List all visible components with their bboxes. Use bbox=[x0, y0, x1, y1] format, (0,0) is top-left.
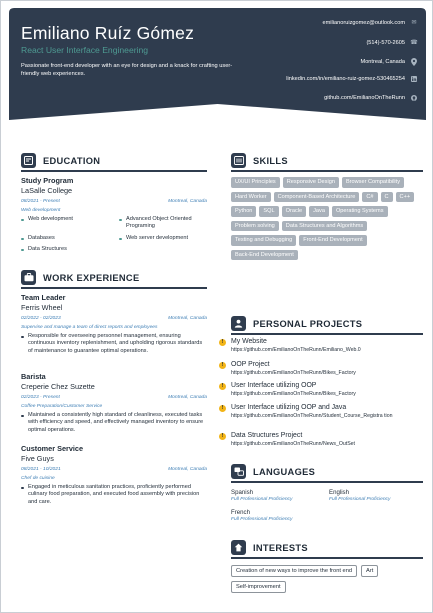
job-date: 02/2023 - Present bbox=[21, 395, 60, 400]
job-role: Team Leader bbox=[21, 293, 66, 302]
job-company: Five Guys bbox=[21, 454, 54, 463]
education-title: EDUCATION bbox=[43, 155, 101, 166]
contact-github-text: github.com/EmilianoOnTheRunn bbox=[324, 94, 405, 101]
job-location: Montreal, Canada bbox=[168, 467, 207, 472]
job-role: Customer Service bbox=[21, 444, 84, 453]
phone-icon: ☎ bbox=[410, 40, 418, 46]
language-icon bbox=[231, 464, 246, 479]
skill-tag: Responsive Design bbox=[283, 177, 339, 188]
project-name: User Interface utilizing OOP bbox=[231, 382, 317, 389]
project-link[interactable]: https://github.com/EmilianoOnTheRunn/Bikes_Factory bbox=[231, 370, 356, 376]
github-icon bbox=[411, 94, 417, 101]
experience-heading bbox=[21, 270, 139, 285]
languages-title: LANGUAGES bbox=[253, 466, 316, 477]
briefcase-icon bbox=[21, 270, 36, 285]
experience-title: WORK EXPERIENCE bbox=[43, 272, 140, 283]
skill-tag: Problem solving bbox=[231, 221, 279, 232]
interests-icon bbox=[231, 540, 246, 555]
project-link[interactable]: https://github.com/EmilianoOnTheRunn/News_OutSet bbox=[231, 441, 355, 447]
languages-heading bbox=[231, 464, 315, 479]
skills-list bbox=[231, 177, 423, 260]
job-role: Barista bbox=[21, 372, 46, 381]
project-link[interactable]: https://github.com/EmilianoOnTheRunn/Student_Course_Registra tion bbox=[231, 413, 393, 419]
experience-divider bbox=[21, 287, 207, 289]
contact-email-text: emilianoruizgomez@outlook.com bbox=[322, 19, 405, 26]
course-item: Web development bbox=[21, 216, 116, 223]
skill-tag: Oracle bbox=[282, 206, 306, 217]
exclamation-icon: ! bbox=[219, 383, 226, 390]
contact-linkedin-text: linkedin.com/in/emiliano-ruiz-gomez-530465254 bbox=[286, 75, 405, 82]
education-heading bbox=[21, 153, 100, 168]
exclamation-icon: ! bbox=[219, 405, 226, 412]
skill-tag: C bbox=[381, 192, 393, 203]
job-bullet: Maintained a consistently high standard of cleanliness, executed tasks with efficiency and speed, and effectively managed inventory to ensure optimal operations. bbox=[21, 412, 207, 434]
location-icon bbox=[411, 58, 417, 65]
education-divider bbox=[21, 170, 207, 172]
job-description: Coffee Preparation/Customer Service bbox=[21, 404, 103, 409]
skill-tag: C++ bbox=[396, 192, 415, 203]
job-location: Montreal, Canada bbox=[168, 395, 207, 400]
graduation-icon bbox=[21, 153, 36, 168]
linkedin-icon bbox=[411, 75, 417, 82]
language-name: English bbox=[329, 489, 349, 496]
project-name: OOP Project bbox=[231, 361, 270, 368]
job-description: Chef de cuisine bbox=[21, 476, 55, 481]
exclamation-icon: ! bbox=[219, 433, 226, 440]
contact-location bbox=[361, 58, 417, 65]
contact-phone[interactable] bbox=[366, 39, 417, 46]
skill-tag: Java bbox=[309, 206, 329, 217]
skill-tag: Front-End Development bbox=[299, 235, 366, 246]
job-bullet: Engaged in meticulous sanitation practices, proficiently performed culinary food preparation, and executed food assembly with precision and care. bbox=[21, 484, 207, 506]
job-title: React User Interface Engineering bbox=[21, 45, 149, 55]
resume-header bbox=[9, 8, 426, 136]
course-item: Data Structures bbox=[21, 246, 116, 253]
skill-tag: Data Structures and Algorithms bbox=[282, 221, 367, 232]
skill-tag: Operating Systems bbox=[332, 206, 388, 217]
job-date: 02/2022 - 02/2023 bbox=[21, 316, 61, 321]
summary: Passionate front-end developer with an eye for design and a knack for crafting user-friendly web experiences. bbox=[21, 63, 233, 77]
language-name: French bbox=[231, 509, 250, 516]
skill-tag: Hard Worker bbox=[231, 192, 271, 203]
contact-linkedin[interactable] bbox=[286, 75, 417, 82]
person-icon bbox=[231, 316, 246, 331]
skill-tag: UX/UI Principles bbox=[231, 177, 280, 188]
email-icon: ✉ bbox=[411, 20, 417, 26]
language-level: Full Professional Proficiency bbox=[329, 497, 391, 502]
edu-field: Web development bbox=[21, 208, 61, 213]
skills-divider bbox=[231, 170, 423, 172]
edu-date: 08/2021 - Present bbox=[21, 199, 60, 204]
project-name: Data Structures Project bbox=[231, 432, 303, 439]
course-item: Web server development bbox=[119, 235, 209, 242]
skill-tag: C# bbox=[362, 192, 377, 203]
exclamation-icon: ! bbox=[219, 362, 226, 369]
job-company: Ferris Wheel bbox=[21, 303, 63, 312]
edu-degree: Study Program bbox=[21, 176, 74, 185]
project-name: My Website bbox=[231, 338, 267, 345]
skills-title: SKILLS bbox=[253, 155, 288, 166]
job-location: Montreal, Canada bbox=[168, 316, 207, 321]
candidate-name: Emiliano Ruíz Gómez bbox=[21, 23, 195, 43]
language-level: Full Professional Proficiency bbox=[231, 497, 293, 502]
interest-item: Creation of new ways to improve the front end bbox=[231, 565, 357, 577]
interests-divider bbox=[231, 557, 423, 559]
projects-heading bbox=[231, 316, 362, 331]
project-link[interactable]: https://github.com/EmilianoOnTheRunn/Bikes_Factory bbox=[231, 391, 356, 397]
contact-github[interactable] bbox=[324, 94, 417, 101]
job-bullet: Responsible for overseeing personnel management, ensuring continuous inventory replenishment, and upholding rigorous standards of maintenance to guarantee optimal operations. bbox=[21, 333, 207, 355]
edu-location: Montreal, Canada bbox=[168, 199, 207, 204]
skill-tag: Testing and Debugging bbox=[231, 235, 296, 246]
course-item: Advanced Object Oriented Programing bbox=[119, 216, 209, 231]
languages-divider bbox=[231, 481, 423, 483]
project-link[interactable]: https://github.com/EmilianoOnTheRunn/Emiliano_Web.0 bbox=[231, 347, 361, 353]
skills-heading bbox=[231, 153, 288, 168]
skill-tag: Back-End Development bbox=[231, 250, 298, 261]
contact-email[interactable] bbox=[323, 19, 417, 26]
projects-title: PERSONAL PROJECTS bbox=[253, 318, 363, 329]
interests-title: INTERESTS bbox=[253, 542, 308, 553]
skill-tag: SQL bbox=[259, 206, 278, 217]
exclamation-icon: ! bbox=[219, 339, 226, 346]
edu-school: LaSalle College bbox=[21, 186, 73, 195]
interest-item: Self-improvement bbox=[231, 581, 286, 593]
skill-tag: Component-Based Architecture bbox=[274, 192, 360, 203]
skills-icon bbox=[231, 153, 246, 168]
skill-tag: Browser Compatibility bbox=[342, 177, 404, 188]
job-description: Supervise and manage a team of direct reports and employees bbox=[21, 325, 158, 330]
interests-list bbox=[231, 565, 423, 593]
language-level: Full Professional Proficiency bbox=[231, 517, 293, 522]
skill-tag: Python bbox=[231, 206, 256, 217]
interest-item: Art bbox=[361, 565, 378, 577]
language-name: Spanish bbox=[231, 489, 254, 496]
contact-location-text: Montreal, Canada bbox=[360, 58, 405, 65]
projects-divider bbox=[231, 333, 423, 335]
interests-heading bbox=[231, 540, 308, 555]
course-item: Databases bbox=[21, 235, 116, 242]
project-name: User Interface utilizing OOP and Java bbox=[231, 404, 347, 411]
contact-phone-text: (514)-570-2605 bbox=[366, 39, 405, 46]
job-company: Creperie Chez Suzette bbox=[21, 382, 95, 391]
job-date: 08/2021 - 10/2021 bbox=[21, 467, 61, 472]
